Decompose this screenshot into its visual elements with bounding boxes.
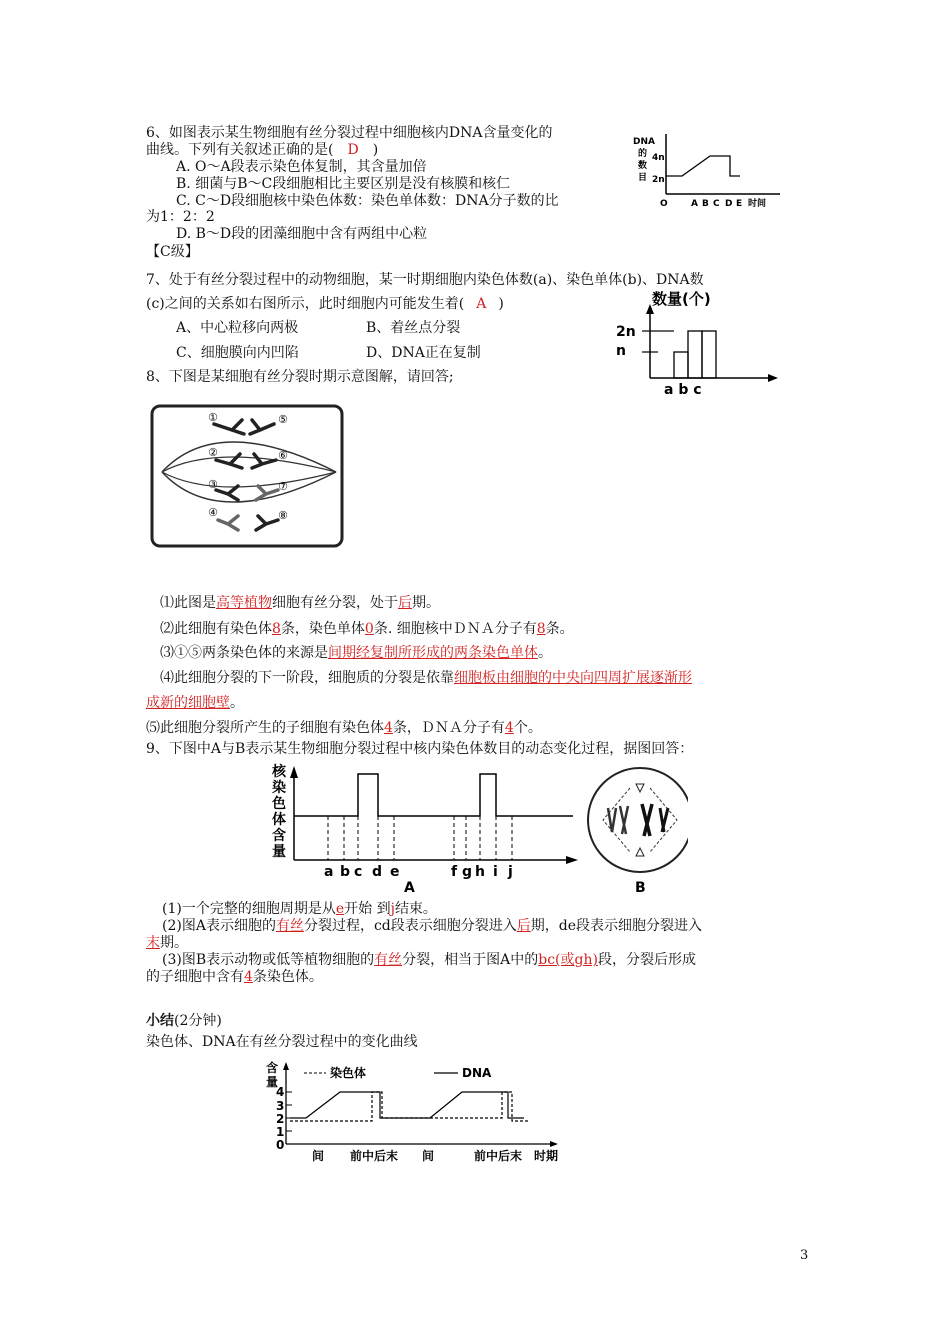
q6-option-d: D. B～D段的团藻细胞中含有两组中心粒 (176, 226, 428, 242)
legend-dna: DNA (462, 1066, 492, 1080)
q6-option-c-cont: 为1：2：2 (146, 209, 215, 225)
q9-ylabel-4: 体 (272, 812, 286, 828)
q9-ylabel-5: 含 (272, 828, 286, 844)
label-7: ⑦ (278, 480, 288, 493)
q9-x-b: b (340, 864, 351, 880)
q9-step-curve (294, 774, 573, 816)
q7-y-n: n (616, 343, 626, 359)
q9-x-a: a (324, 864, 334, 880)
q8-p2-answer-1: 8 (272, 621, 281, 637)
level-c-heading: 【C级】 (146, 244, 199, 260)
summary-ytick-4: 4 (276, 1085, 285, 1099)
q9-label-b: B (635, 880, 646, 896)
q8-intro: 8、下图是某细胞有丝分裂时期示意图解，请回答; (146, 369, 454, 385)
q9-s2-answer-2: 后 (516, 918, 531, 934)
q8-part4-cont: 成新的细胞壁。 (146, 695, 244, 711)
q8-p5-answer-1: 4 (384, 720, 393, 736)
q6-tick-d: D (725, 199, 733, 209)
q6-dna-graph (630, 126, 790, 214)
q9-s3-answer-2: bc(或gh) (538, 952, 598, 968)
q9-s3-answer-3: 4 (244, 969, 253, 985)
q6-y-4n: 4n (652, 153, 665, 163)
q9-intro: 9、下图中A与B表示某生物细胞分裂过程中核内染色体数目的动态变化过程，据图回答： (146, 741, 694, 757)
q7-line2 (146, 295, 504, 314)
label-2: ② (208, 446, 218, 459)
q7-line1: 7、处于有丝分裂过程中的动物细胞，某一时期细胞内染色体数(a)、染色单体(b)、DNA数 (146, 272, 704, 288)
q7-answer: A (476, 296, 487, 312)
label-4: ④ (208, 506, 218, 519)
summary-xlabel: 时期 (534, 1149, 559, 1163)
q6-origin: O (660, 199, 668, 209)
q8-p2-answer-2: 0 (364, 621, 374, 637)
label-1: ① (208, 411, 218, 424)
label-5: ⑤ (278, 413, 288, 426)
q9-x-i: i (493, 864, 498, 880)
summary-x-phases-2: 前中后末 (474, 1149, 523, 1163)
q9-label-a: A (404, 880, 415, 896)
q7-option-b: B、着丝点分裂 (366, 320, 461, 336)
summary-x-interphase-1: 间 (312, 1149, 325, 1163)
summary-time: (2分钟) (174, 1013, 222, 1029)
q6-ylabel-3: 数 (638, 161, 648, 171)
q6-ylabel-2: 的 (638, 149, 648, 159)
q9-x-f: f (451, 864, 458, 880)
q6-answer: D (347, 142, 359, 158)
q8-p4-answer-1: 细胞板由细胞的中央向四周扩展逐渐形 (454, 670, 692, 686)
q8-p3-answer: 间期经复制所形成的两条染色单体 (328, 645, 538, 661)
summary-ylabel-2: 量 (266, 1075, 279, 1089)
q8-part2: ⑵此细胞有染色体8条，染色单体0条. 细胞核中ＤＮＡ分子有8条。 (160, 621, 574, 637)
q9-x-c: c (354, 864, 363, 880)
summary-dna-curve (290, 1092, 524, 1118)
q7-option-a: A、中心粒移向两极 (176, 320, 299, 336)
q6-option-b: B. 细菌与B～C段细胞相比主要区别是没有核膜和核仁 (176, 176, 511, 192)
q8-p4-answer-2: 成新的细胞壁 (146, 695, 230, 711)
q9-x-h: h (475, 864, 485, 880)
label-3: ③ (208, 478, 218, 491)
q7-bar-a (674, 352, 688, 378)
q9-s2-answer-1: 有丝 (275, 918, 304, 934)
q9-sub3: (3)图B表示动物或低等植物细胞的有丝分裂，相当于图A中的bc(或gh)段，分裂后形成 (162, 952, 696, 968)
q8-part3: ⑶①⑤两条染色体的来源是间期经复制所形成的两条染色单体。 (160, 645, 552, 661)
q9-x-d: d (372, 864, 383, 880)
q9-s1-answer-2: j (390, 901, 395, 917)
q7-option-c: C、细胞膜向内凹陷 (176, 345, 299, 361)
summary-description: 染色体、DNA在有丝分裂过程中的变化曲线 (146, 1034, 418, 1050)
q9-sub2-cont: 末期。 (146, 935, 188, 951)
summary-graph (262, 1060, 572, 1166)
cell-wall (152, 406, 342, 546)
q9-x-j: j (508, 864, 513, 880)
q7-graph-title: 数量(个) (652, 290, 711, 308)
summary-ytick-1: 1 (276, 1125, 285, 1139)
summary-x-phases-1: 前中后末 (350, 1149, 399, 1163)
q6-tick-a: A (691, 199, 698, 209)
legend-chromosome: 染色体 (330, 1066, 367, 1080)
q9-ylabel-3: 色 (272, 796, 286, 812)
q7-stem: (c)之间的关系如右图所示，此时细胞内可能发生着( (146, 296, 465, 312)
q6-y-2n: 2n (652, 175, 665, 185)
q7-x-labels: a b c (664, 382, 702, 398)
q9-sub1: (1)一个完整的细胞周期是从e开始 到j结束。 (162, 901, 437, 917)
q9-x-g: g (462, 864, 473, 880)
summary-ytick-2: 2 (276, 1112, 285, 1126)
q8-p2-answer-3: 8 (536, 621, 546, 637)
q6-stem: 曲线。下列有关叙述正确的是( (146, 142, 334, 158)
q7-y-2n: 2n (616, 324, 636, 340)
q8-p5-answer-2: 4 (504, 720, 514, 736)
q6-dna-curve (666, 156, 740, 176)
page-number: 3 (800, 1248, 809, 1263)
summary-ylabel-1: 含 (266, 1061, 279, 1075)
q9-ylabel-2: 染 (272, 780, 286, 796)
summary-chromosome-curve (290, 1092, 528, 1121)
q9-chromosome-graph (268, 760, 688, 896)
q9-ylabel-1: 核 (272, 764, 286, 780)
q9-sub2: (2)图A表示细胞的有丝分裂过程，cd段表示细胞分裂进入后期，de段表示细胞分裂进入 (162, 918, 703, 934)
q8-p1-answer-1: 高等植物 (216, 595, 272, 611)
q8-part4: ⑷此细胞分裂的下一阶段，细胞质的分裂是依靠细胞板由细胞的中央向四周扩展逐渐形 (160, 670, 692, 686)
q7-stem-close: ) (498, 296, 504, 312)
q6-tick-c: C (713, 199, 720, 209)
q6-option-c: C. C～D段细胞核中染色体数：染色单体数：DNA分子数的比 (176, 193, 559, 209)
q9-cell-b (588, 768, 688, 872)
q6-ylabel-1: DNA (633, 137, 655, 147)
label-6: ⑥ (278, 449, 288, 462)
q6-tick-b: B (702, 199, 709, 209)
q8-cell-diagram (148, 402, 348, 552)
q7-option-d: D、DNA正在复制 (366, 345, 481, 361)
summary-heading (146, 1012, 222, 1031)
q6-option-a: A. O～A段表示染色体复制，其含量加倍 (176, 159, 427, 175)
q9-s3-answer-1: 有丝 (374, 952, 403, 968)
summary-ytick-3: 3 (276, 1099, 285, 1113)
q7-bar-b (688, 331, 702, 378)
q6-tick-e: E (736, 199, 743, 209)
q9-x-e: e (390, 864, 400, 880)
q8-part1: ⑴此图是高等植物细胞有丝分裂，处于后期。 (160, 595, 440, 611)
q7-bar-graph (612, 288, 792, 400)
q7-x-arrow (768, 374, 778, 382)
q9-sub3-cont: 的子细胞中含有4条染色体。 (146, 969, 323, 985)
label-8: ⑧ (278, 509, 288, 522)
q6-ylabel-4: 目 (638, 173, 648, 183)
q9-s1-answer-1: e (335, 901, 345, 917)
q6-xlabel: 时间 (748, 199, 767, 209)
q7-bar-c (702, 331, 716, 378)
summary-title: 小结 (146, 1013, 174, 1029)
q6-stem-close: ) (372, 142, 379, 158)
q6-line1: 6、如图表示某生物细胞有丝分裂过程中细胞核内DNA含量变化的 (146, 125, 553, 141)
q8-p1-answer-2: 后 (398, 595, 412, 611)
q9-s2-answer-3: 末 (146, 935, 160, 951)
q9-ylabel-6: 量 (272, 844, 286, 860)
summary-x-interphase-2: 间 (422, 1149, 435, 1163)
summary-ytick-0: 0 (276, 1138, 285, 1152)
q8-part5: ⑸此细胞分裂所产生的子细胞有染色体4条，ＤＮＡ分子有4个。 (146, 720, 542, 736)
